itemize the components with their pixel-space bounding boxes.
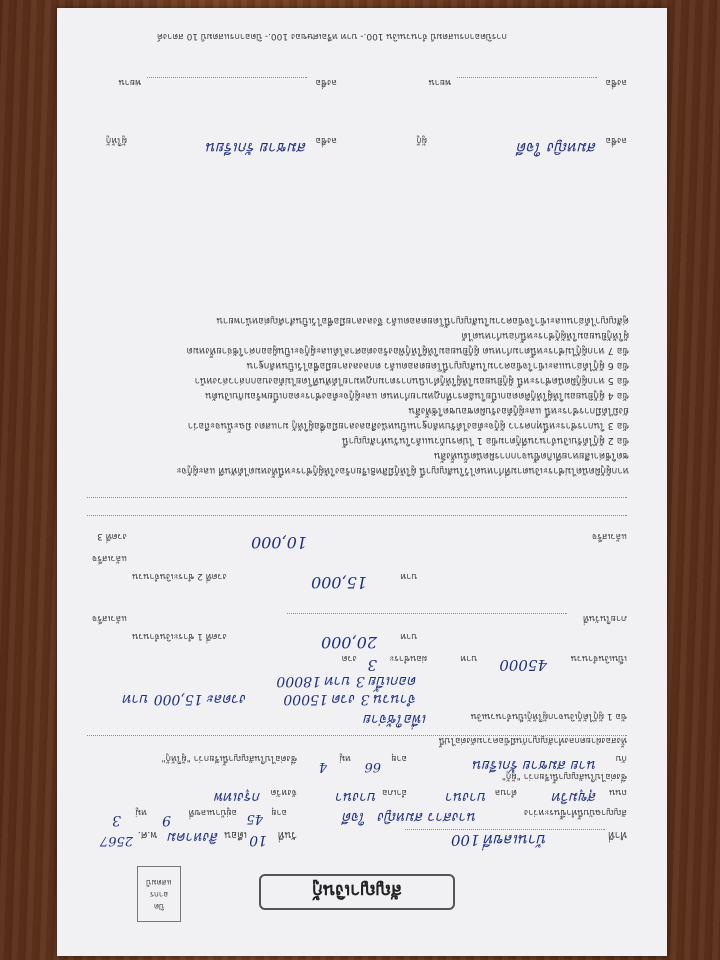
clause-line: คู่สัญญาได้อ่านและเข้าใจข้อความในสัญญานี้โดยตลอดแล้ว จึงลงลายมือชื่อไว้เป็นสำคัญต่อหน้าพยาน	[216, 315, 629, 326]
clause-line: ข้อ 2 ผู้กู้ได้รับเงินจำนวนที่กู้ตามข้อ 1 ไปครบถ้วนแล้วในวันทำสัญญานี้	[342, 435, 629, 446]
stamp-box	[137, 866, 181, 922]
installments-label: ผ่อนชำระ	[389, 653, 427, 663]
lender-name: นาย สมชาย รักเรียน	[473, 757, 597, 773]
lender-age-label: อายุ	[391, 753, 407, 763]
district-label: อำเภอ	[382, 787, 407, 797]
amount-value: 45000	[499, 656, 547, 674]
province-label: จังหวัด	[270, 787, 297, 797]
borrower-signature: สมหญิง ใจดี	[517, 139, 597, 157]
subdistrict-label: ตำบล	[494, 787, 517, 797]
inst2-value: 15,000	[311, 573, 367, 592]
inst3-value: 10,000	[251, 533, 307, 552]
inst1-label: งวดที่ 1 ชำระเงินจำนวน	[132, 631, 227, 641]
clause-line: ข้อ 6 ผู้กู้ได้อ่านและเข้าใจข้อความในสัญญานี้โดยตลอดแล้ว ตกลงลงลายมือชื่อไว้เป็นหลักฐาน	[246, 360, 629, 371]
moo-label: หมู่	[135, 807, 147, 817]
inst2-done: แล้วเสร็จ	[91, 553, 127, 563]
date-day: 10	[249, 832, 267, 848]
borrower-name: นางสาว สมหญิง	[378, 809, 477, 825]
province-value: กรุงเทพ	[214, 789, 261, 805]
due-line	[287, 613, 567, 614]
house-no-value: 9	[162, 812, 171, 828]
road-value: สุขุมวิท	[552, 789, 597, 805]
blank-line	[87, 515, 627, 516]
clause-line: หากผู้กู้ผิดนัดไม่ชำระเงินตามที่กำหนดไว้ในสัญญานี้ ผู้ให้กู้มีสิทธิเรียกร้องให้ผู้กู้ชำระหนี้ทั้งหมดได้ทันที และผู้กู้จะ	[176, 465, 629, 476]
lender-role: ผู้ให้กู้	[105, 135, 127, 145]
clauses-body	[89, 313, 629, 478]
lender-moo-label: หมู่	[339, 753, 351, 763]
witness1-line	[457, 77, 597, 78]
clause-line: ข้อ 5 หากผู้กู้ผิดนัดชำระหนี้ ผู้กู้ยินยอมให้ผู้ให้กู้ดำเนินการตามกฎหมายได้ทันทีโดยไม่ต้องบอกกล่าวล่วงหน้า	[194, 375, 629, 386]
borrower-role: ผู้กู้	[416, 135, 427, 145]
month-value: สิงหาคม	[167, 829, 219, 845]
installments-unit: งวด	[341, 653, 357, 663]
clause1-note-1: จำนวน 3 งวด 15000	[283, 691, 417, 707]
moo-value: 3	[112, 812, 121, 828]
borrower-sign-label: ลงชื่อ	[605, 135, 627, 145]
lender-age-value: 66	[364, 759, 381, 774]
parties-prefix: สัญญาฉบับนี้ทำขึ้นระหว่าง	[524, 807, 627, 817]
borrower-surname: ใจดี	[342, 809, 367, 825]
stamp-line: แสตมป์	[146, 878, 172, 887]
lender-role-text: ซึ่งต่อไปในสัญญานี้เรียกว่า "ผู้ให้กู้"	[161, 753, 297, 763]
clause1-note-2: งวดละ 15,000 บาท	[123, 691, 247, 707]
lender-moo-value: 4	[318, 759, 327, 774]
month-label: เดือน	[224, 829, 247, 840]
clause1-note-3: ดอกเบี้ย 3 บาท 18000	[276, 673, 417, 689]
footer-note: การปิดอากรแสตมป์ จำนวนเงิน 100.- บาท หรือเศษของ 100.- ปิดอากรแสตมป์ 10 สตางค์	[156, 31, 507, 41]
year-label: พ.ศ.	[137, 829, 157, 840]
installments-value: 3	[367, 656, 377, 674]
amount-baht: บาท	[460, 653, 477, 663]
place-value: บ้านเลขที่ 100	[450, 831, 547, 849]
borrower-role-text: ซึ่งต่อไปในสัญญานี้เรียกว่า "ผู้กู้"	[501, 771, 627, 781]
inst1-due: ภายในวันที่	[583, 613, 627, 623]
clause-line: ข้อ 3 ในการชำระหนี้ทุกคราว ผู้กู้จะต้องได้รับหลักฐานเป็นหนังสือลงลายมือชื่อผู้ให้กู้ มาแสดง มิฉะนั้นจะถือว่า	[187, 420, 629, 431]
lender-prefix: กับ	[615, 753, 627, 763]
inst3-label: งวดที่ 3	[97, 531, 127, 541]
inst2-baht: บาท	[400, 571, 417, 581]
clause1-label: ข้อ 1 ผู้กู้ได้กู้เงินจากผู้ให้กู้เป็นจำนวนเงิน	[470, 711, 627, 721]
district-value: บางนา	[335, 789, 377, 805]
inst3-done: แล้วเสร็จ	[591, 531, 627, 541]
document-title: สัญญาเงินกู้	[259, 874, 455, 910]
lender-sign-label: ลงชื่อ	[315, 135, 337, 145]
clause1-purpose: เพื่อใช้จ่าย	[363, 711, 427, 727]
house-no-label: อยู่บ้านเลขที่	[188, 807, 237, 817]
inst2-label: งวดที่ 2 ชำระเงินจำนวน	[132, 571, 227, 581]
road-label: ถนน	[609, 787, 627, 797]
year-value: 2567	[99, 833, 133, 848]
witness2-sign-label: ลงชื่อ	[315, 77, 337, 87]
contract-paper	[57, 8, 667, 956]
witness1-role: พยาน	[428, 77, 451, 87]
inst1-value: 20,000	[321, 633, 377, 652]
stamp-line: ปิด	[153, 902, 165, 911]
witness2-line	[147, 77, 307, 78]
witness1-sign-label: ลงชื่อ	[605, 77, 627, 87]
amount-label: เป็นเงินจำนวน	[570, 653, 627, 663]
inst1-done: แล้วเสร็จ	[91, 613, 127, 623]
blank-line	[87, 497, 627, 498]
date-label: วันที่	[277, 829, 297, 840]
clause-line: ยังมิได้มีการชำระหนี้ และผู้กู้ต้องรับผิดชอบชดใช้ทั้งสิ้น	[408, 405, 629, 416]
place-label: ทำที่	[608, 829, 627, 840]
clause-line: ชดใช้ค่าเสียหายที่เกิดขึ้นจากการผิดนัดนั้นทั้งสิ้น	[433, 450, 629, 461]
clause-line: ข้อ 7 หากผู้กู้ไม่ชำระหนี้ตามกำหนด ผู้กู้ยินยอมให้ผู้ให้กู้ฟ้องร้องต่อศาลได้และผู้กู้จะเป็นผู้ออกค่าใช้จ่ายทั้งหมด	[186, 345, 629, 356]
age-value: 45	[246, 811, 263, 826]
stamp-line: อากร	[149, 890, 169, 899]
blank-line	[87, 735, 627, 736]
clause-line: ข้อ 4 ผู้กู้ยินยอมให้ผู้ให้กู้คิดดอกเบี้ยในอัตราที่กฎหมายกำหนด และผู้กู้จะต้องชำระดอกเบี้ยพร้อมกับเงินต้น	[205, 390, 629, 401]
subdistrict-value: บางนา	[445, 789, 487, 805]
lender-signature: สมชาย รักเรียน	[206, 139, 307, 157]
inst1-baht: บาท	[400, 631, 417, 641]
age-label: อายุ	[271, 807, 287, 817]
witness2-role: พยาน	[118, 77, 141, 87]
clause-line: ผู้ให้กู้ยินยอมให้ผู้กู้ชำระหนี้ก่อนกำหนดได้	[461, 330, 629, 341]
agreement-line: ทั้งสองฝ่ายตกลงทำสัญญากันมีข้อความดังต่อไปนี้	[438, 735, 627, 745]
